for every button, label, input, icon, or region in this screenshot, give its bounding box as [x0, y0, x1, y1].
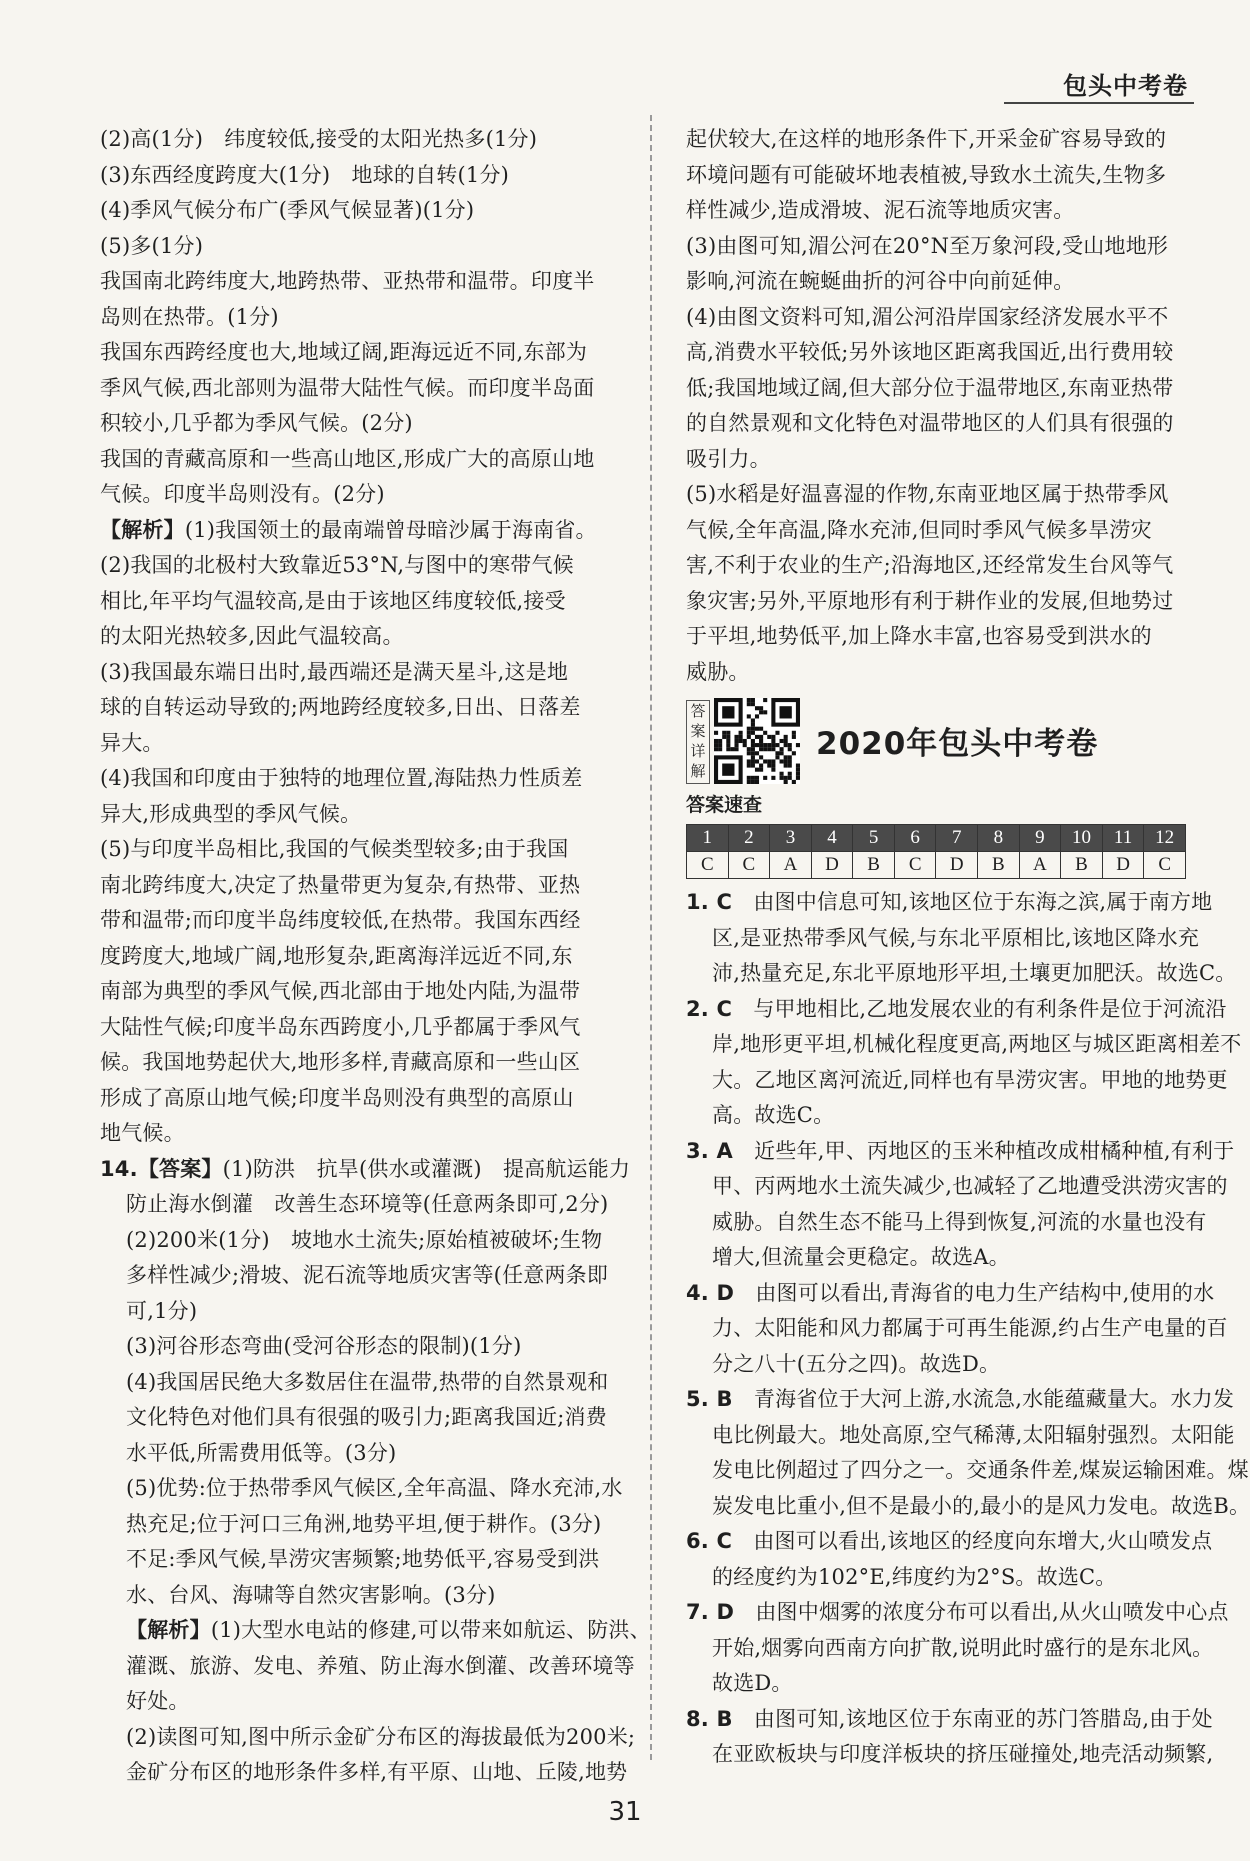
text-line	[686, 1595, 1229, 1631]
answer-number-cell: 5	[853, 825, 895, 852]
line-text: 分之八十(五分之四)。故选D。	[712, 1351, 1001, 1376]
text-line	[100, 1578, 630, 1614]
line-text: 积较小,几乎都为季风气候。(2分)	[100, 411, 413, 435]
line-text: (3)我国最东端日出时,最西端还是满天星斗,这是地	[100, 659, 569, 684]
line-text: 开始,烟雾向西南方向扩散,说明此时盛行的是东北风。	[712, 1635, 1214, 1660]
line-text: 异大。	[100, 730, 164, 755]
right-top-text	[686, 122, 1186, 690]
line-text: 大。乙地区离河流近,同样也有旱涝灾害。甲地的地势更	[712, 1067, 1228, 1092]
answer-value-cell: C	[728, 852, 770, 879]
text-line	[100, 264, 630, 300]
text-line	[100, 477, 630, 513]
line-text: 防止海水倒灌 改善生态环境等(任意两条即可,2分)	[126, 1192, 609, 1216]
line-text: 我国东西跨经度也大,地域辽阔,距海远近不同,东部为	[100, 340, 588, 364]
line-text: (2)我国的北极村大致靠近53°N,与图中的寒带气候	[100, 553, 574, 577]
answer-number-cell: 8	[978, 825, 1020, 852]
line-text: 相比,年平均气温较高,是由于该地区纬度较低,接受	[100, 588, 566, 613]
line-text: 威胁。自然生态不能马上得到恢复,河流的水量也没有	[712, 1209, 1207, 1234]
text-line: (4)由图文资料可知,湄公河沿岸国家经济发展水平不	[686, 304, 1169, 329]
qr-label-char: 解	[690, 762, 706, 780]
text-line	[686, 992, 1227, 1028]
line-text: 灌溉、旅游、发电、养殖、防止海水倒灌、改善环境等	[126, 1653, 635, 1678]
text-line: 象灾害;另外,平原地形有利于耕作业的发展,但地势过	[686, 588, 1174, 613]
text-line	[100, 300, 630, 336]
line-text: 度跨度大,地域广阔,地形复杂,距离海洋远近不同,东	[100, 943, 573, 968]
text-line	[686, 1027, 1242, 1063]
text-line: 影响,河流在蜿蜒曲折的河谷中向前延伸。	[686, 269, 1075, 293]
line-text: (2)读图可知,图中所示金矿分布区的海拔最低为200米;	[126, 1724, 636, 1749]
line-text: 可,1分)	[126, 1298, 198, 1323]
line-text: 由图可知,该地区位于东南亚的苏门答腊岛,由于处	[732, 1706, 1213, 1731]
text-line	[100, 868, 630, 904]
text-line	[686, 1489, 1250, 1525]
quick-answer-label: 答案速查	[686, 794, 763, 816]
text-line	[686, 1347, 1186, 1383]
line-text: (1)大型水电站的修建,可以带来如航运、防洪、	[210, 1618, 651, 1642]
answer-number-cell: 4	[811, 825, 853, 852]
question-number: 8. B	[686, 1706, 733, 1731]
text-line	[100, 229, 630, 265]
line-text: 故选D。	[712, 1671, 793, 1695]
text-line	[100, 548, 630, 584]
line-text: (4)季风气候分布广(季风气候显著)(1分)	[100, 198, 475, 222]
answer-value-cell: B	[978, 852, 1020, 879]
text-line	[100, 832, 630, 868]
line-text: (5)优势:位于热带季风气候区,全年高温、降水充沛,水	[126, 1476, 623, 1500]
line-text: 水平低,所需费用低等。(3分)	[126, 1440, 397, 1465]
answer-label: 【解析】	[100, 517, 185, 542]
text-line	[100, 726, 630, 762]
section-title: 2020年包头中考卷	[816, 726, 1099, 762]
text-line	[686, 1560, 1186, 1596]
line-text: 好处。	[126, 1689, 190, 1713]
answer-number-cell: 7	[936, 825, 978, 852]
line-text: 球的自转运动导致的;两地跨经度较多,日出、日落差	[100, 695, 581, 719]
question-number: 1. C	[686, 890, 733, 914]
line-text: 与甲地相比,乙地发展农业的有利条件是位于河流沿	[732, 996, 1227, 1021]
answer-value-cell: A	[770, 852, 812, 879]
text-line	[686, 1134, 1235, 1170]
line-text: 在亚欧板块与印度洋板块的挤压碰撞处,地壳活动频繁,	[712, 1742, 1214, 1766]
line-text: 不足:季风气候,旱涝灾害频繁;地势低平,容易受到洪	[126, 1547, 600, 1571]
header-title: 包头中考卷	[1063, 72, 1188, 100]
left-column	[100, 122, 651, 1791]
line-text: (2)高(1分) 纬度较低,接受的太阳光热多(1分)	[100, 127, 538, 151]
line-text: 候。我国地势起伏大,地形多样,青藏高原和一些山区	[100, 1050, 581, 1074]
text-line	[686, 1063, 1228, 1099]
text-line	[100, 1329, 630, 1365]
line-text: 文化特色对他们具有很强的吸引力;距离我国近;消费	[126, 1405, 607, 1429]
line-text: 炭发电比重小,但不是最小的,最小的是风力发电。故选B。	[712, 1493, 1250, 1518]
text-line	[100, 761, 630, 797]
text-line	[100, 406, 630, 442]
question-number: 4. D	[686, 1280, 735, 1305]
answer-value-cell: C	[687, 852, 729, 879]
text-line	[100, 1294, 630, 1330]
text-line	[100, 513, 630, 549]
line-text: 区,是亚热带季风气候,与东北平原相比,该地区降水充	[712, 925, 1200, 950]
text-line	[100, 371, 630, 407]
answer-label: 【解析】	[126, 1618, 211, 1642]
right-bottom-text	[686, 885, 1250, 1773]
text-line	[100, 1649, 635, 1685]
answer-table-header	[687, 825, 1186, 852]
text-line	[686, 1737, 1214, 1773]
text-line	[100, 1116, 630, 1152]
text-line	[686, 1524, 1213, 1560]
text-line: 环境问题有可能破坏地表植被,导致水土流失,生物多	[686, 162, 1167, 187]
question-number: 7. D	[686, 1600, 735, 1624]
text-line	[686, 921, 1200, 957]
answer-value-cell: C	[894, 852, 936, 879]
qr-label-char: 答	[690, 702, 706, 720]
qr-side-label	[686, 700, 710, 784]
answer-number-cell: 11	[1102, 825, 1144, 852]
answer-label: 【答案】	[137, 1156, 223, 1181]
qr-label-char: 案	[690, 722, 706, 740]
text-line	[100, 335, 630, 371]
text-line	[100, 1755, 630, 1791]
section-header	[686, 696, 1186, 788]
text-line	[100, 1507, 630, 1543]
text-line: (3)由图可知,湄公河在20°N至万象河段,受山地地形	[686, 233, 1169, 258]
answer-number-cell: 9	[1019, 825, 1061, 852]
line-text: 季风气候,西北部则为温带大陆性气候。而印度半岛面	[100, 375, 595, 400]
text-line	[100, 193, 630, 229]
text-line	[100, 1152, 630, 1188]
text-line: 高,消费水平较低;另外该地区距离我国近,出行费用较	[686, 340, 1174, 364]
text-line	[100, 1045, 630, 1081]
line-text: 气候。印度半岛则没有。(2分)	[100, 482, 385, 506]
line-text: 近些年,甲、丙地区的玉米种植改成柑橘种植,有利于	[732, 1138, 1235, 1163]
answer-value-cell: D	[1102, 852, 1144, 879]
answer-number-cell: 6	[894, 825, 936, 852]
line-text: 由图中信息可知,该地区位于东海之滨,属于南方地	[732, 890, 1213, 914]
line-text: 青海省位于大河上游,水流急,水能蕴藏量大。水力发	[732, 1387, 1235, 1411]
answer-number-cell: 1	[687, 825, 729, 852]
line-text: 我国南北跨纬度大,地跨热带、亚热带和温带。印度半	[100, 269, 595, 293]
line-text: (4)我国居民绝大多数居住在温带,热带的自然景观和	[126, 1369, 609, 1394]
line-text: (1)防洪 抗旱(供水或灌溉) 提高航运能力	[222, 1156, 631, 1181]
qr-code-icon	[714, 698, 800, 784]
text-line	[686, 1382, 1235, 1418]
line-text: (3)河谷形态弯曲(受河谷形态的限制)(1分)	[126, 1334, 522, 1358]
text-line	[686, 885, 1213, 921]
text-line: (5)水稻是好温喜湿的作物,东南亚地区属于热带季风	[686, 482, 1169, 506]
line-text: 南部为典型的季风气候,西北部由于地处内陆,为温带	[100, 979, 581, 1003]
text-line	[100, 690, 630, 726]
line-text: 我国的青藏高原和一些高山地区,形成广大的高原山地	[100, 446, 595, 471]
text-line	[686, 1418, 1235, 1454]
right-column	[686, 122, 1250, 1773]
text-line	[100, 1400, 630, 1436]
text-line	[100, 1223, 630, 1259]
text-line	[100, 1684, 630, 1720]
text-line	[686, 1240, 1186, 1276]
text-line	[100, 797, 630, 833]
answer-table	[686, 824, 1186, 879]
line-text: 发电比例超过了四分之一。交通条件差,煤炭运输困难。煤	[712, 1458, 1249, 1482]
text-line	[686, 1453, 1249, 1489]
text-line: 低;我国地域辽阔,但大部分位于温带地区,东南亚热带	[686, 375, 1174, 400]
question-number: 6. C	[686, 1529, 733, 1553]
question-number: 14.	[100, 1156, 138, 1181]
text-line: 起伏较大,在这样的地形条件下,开采金矿容易导致的	[686, 127, 1167, 151]
text-line	[686, 1276, 1215, 1312]
line-text: 的经度约为102°E,纬度约为2°S。故选C。	[712, 1564, 1117, 1589]
text-line	[686, 1169, 1228, 1205]
text-line	[100, 1187, 630, 1223]
line-text: (3)东西经度跨度大(1分) 地球的自转(1分)	[100, 162, 510, 187]
qr-label-char: 详	[690, 742, 706, 760]
text-line	[100, 158, 630, 194]
answer-value-cell: B	[1061, 852, 1103, 879]
answer-value-cell: A	[1019, 852, 1061, 879]
line-text: 由图中烟雾的浓度分布可以看出,从火山喷发中心点	[734, 1600, 1229, 1624]
answer-value-cell: B	[853, 852, 895, 879]
text-line	[100, 1542, 630, 1578]
text-line	[686, 1666, 1186, 1702]
line-text: 金矿分布区的地形条件多样,有平原、山地、丘陵,地势	[126, 1760, 628, 1784]
text-line	[100, 655, 630, 691]
line-text: (1)我国领土的最南端曾母暗沙属于海南省。	[184, 517, 597, 542]
text-line	[100, 1010, 630, 1046]
text-line: 吸引力。	[686, 446, 771, 471]
text-line	[100, 974, 630, 1010]
page-number: 31	[608, 1797, 642, 1827]
text-line: 威胁。	[686, 659, 750, 684]
text-line	[100, 442, 630, 478]
text-line	[100, 1613, 651, 1649]
text-line	[100, 122, 630, 158]
line-text: 形成了高原山地气候;印度半岛则没有典型的高原山	[100, 1085, 574, 1110]
answer-number-cell: 2	[728, 825, 770, 852]
answer-number-cell: 12	[1144, 825, 1186, 852]
text-line: 的自然景观和文化特色对温带地区的人们具有很强的	[686, 411, 1174, 435]
text-line	[686, 1311, 1228, 1347]
text-line	[686, 956, 1237, 992]
column-divider	[650, 115, 652, 1760]
question-number: 2. C	[686, 996, 733, 1021]
text-line	[100, 1365, 630, 1401]
line-text: (5)与印度半岛相比,我国的气候类型较多;由于我国	[100, 837, 569, 861]
line-text: 大陆性气候;印度半岛东西跨度小,几乎都属于季风气	[100, 1014, 581, 1039]
answer-value-cell: D	[936, 852, 978, 879]
text-line: 气候,全年高温,降水充沛,但同时季风气候多旱涝灾	[686, 517, 1152, 542]
line-text: 岛则在热带。(1分)	[100, 304, 279, 329]
line-text: 地气候。	[100, 1121, 185, 1145]
text-line	[100, 903, 630, 939]
line-text: 由图可以看出,青海省的电力生产结构中,使用的水	[734, 1280, 1215, 1305]
text-line: 样性减少,造成滑坡、泥石流等地质灾害。	[686, 198, 1075, 222]
line-text: 力、太阳能和风力都属于可再生能源,约占生产电量的百	[712, 1316, 1228, 1340]
text-line	[686, 1098, 1186, 1134]
question-number: 5. B	[686, 1387, 733, 1411]
answer-value-cell: C	[1144, 852, 1186, 879]
line-text: 电比例最大。地处高原,空气稀薄,太阳辐射强烈。太阳能	[712, 1422, 1235, 1447]
line-text: 甲、丙两地水土流失减少,也减轻了乙地遭受洪涝灾害的	[712, 1174, 1228, 1198]
line-text: 由图可以看出,该地区的经度向东增大,火山喷发点	[732, 1529, 1213, 1553]
line-text: 异大,形成典型的季风气候。	[100, 801, 362, 826]
text-line	[100, 1720, 636, 1756]
text-line: 害,不利于农业的生产;沿海地区,还经常发生台风等气	[686, 553, 1174, 577]
text-line	[100, 1081, 630, 1117]
answer-value-cell: D	[811, 852, 853, 879]
text-line	[100, 619, 630, 655]
line-text: 岸,地形更平坦,机械化程度更高,两地区与城区距离相差不	[712, 1032, 1242, 1056]
line-text: (2)200米(1分) 坡地水土流失;原始植被破坏;生物	[126, 1227, 603, 1252]
text-line	[100, 939, 630, 975]
line-text: 多样性减少;滑坡、泥石流等地质灾害等(任意两条即	[126, 1263, 609, 1287]
line-text: 增大,但流量会更稳定。故选A。	[712, 1245, 1010, 1269]
line-text: 的太阳光热较多,因此气温较高。	[100, 624, 404, 648]
line-text: 高。故选C。	[712, 1103, 835, 1127]
answer-number-cell: 3	[770, 825, 812, 852]
line-text: (4)我国和印度由于独特的地理位置,海陆热力性质差	[100, 766, 583, 790]
text-line	[100, 1436, 630, 1472]
text-line	[100, 1471, 630, 1507]
question-number: 3. A	[686, 1138, 733, 1163]
line-text: 沛,热量充足,东北平原地形平坦,土壤更加肥沃。故选C。	[712, 961, 1237, 985]
answer-table-answers	[687, 852, 1186, 879]
line-text: 带和温带;而印度半岛纬度较低,在热带。我国东西经	[100, 908, 581, 932]
text-line: 于平坦,地势低平,加上降水丰富,也容易受到洪水的	[686, 624, 1152, 648]
line-text: (5)多(1分)	[100, 233, 204, 258]
text-line	[686, 1205, 1207, 1241]
line-text: 热充足;位于河口三角洲,地势平坦,便于耕作。(3分)	[126, 1511, 602, 1536]
header-rule	[1004, 102, 1194, 104]
line-text: 水、台风、海啸等自然灾害影响。(3分)	[126, 1582, 496, 1607]
text-line	[686, 1702, 1213, 1738]
text-line	[100, 584, 630, 620]
text-line	[686, 1631, 1214, 1667]
answer-number-cell: 10	[1061, 825, 1103, 852]
line-text: 南北跨纬度大,决定了热量带更为复杂,有热带、亚热	[100, 872, 581, 897]
text-line	[100, 1258, 630, 1294]
